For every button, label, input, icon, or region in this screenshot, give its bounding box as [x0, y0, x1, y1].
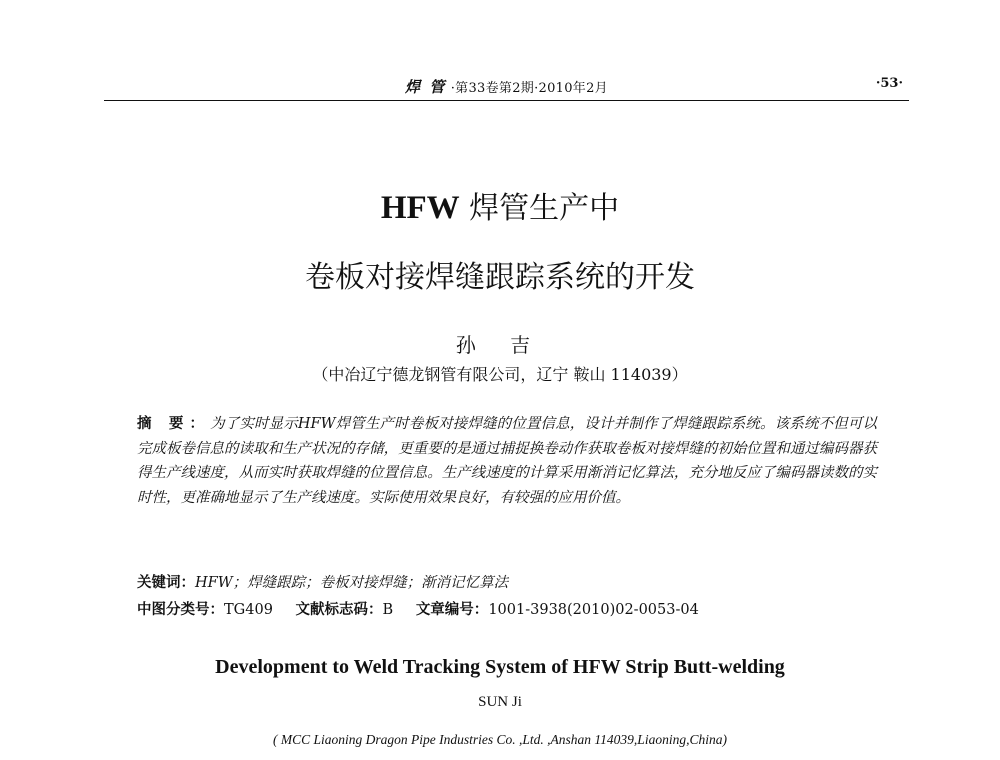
journal-name: 焊 管: [405, 78, 447, 96]
page-number: ·53·: [875, 76, 903, 91]
classification-line: [137, 598, 897, 619]
doc-code-label: 文献标志码：: [295, 602, 383, 618]
abstract: [137, 412, 877, 510]
title-line-2: 卷板对接焊缝跟踪系统的开发: [305, 260, 695, 295]
english-title: Development to Weld Tracking System of HFW Strip Butt-welding: [215, 656, 785, 678]
doc-code-value: B: [382, 602, 394, 618]
title-zh-part: 焊管生产中: [459, 191, 620, 226]
running-header: [104, 70, 909, 101]
abstract-text: 为了实时显示HFW焊管生产时卷板对接焊缝的位置信息，设计并制作了焊缝跟踪系统。该系统不但可以完成板卷信息的读取和生产状况的存储，更重要的是通过捕捉换卷动作获取卷板对接焊缝的初始位置和通过编码器获得生产线速度，从而实时获取焊缝的位置信息。生产线速度的计算采用渐消记忆算法，充分地反应了编码器读数的实时性，更准确地显示了生产线速度。实际使用效果良好，有较强的应用价值。: [137, 416, 877, 506]
english-author: SUN Ji: [478, 694, 522, 710]
author-affiliation: （中冶辽宁德龙钢管有限公司，辽宁 鞍山 114039）: [312, 365, 688, 384]
article-number-label: 文章编号：: [415, 602, 489, 618]
keywords: [137, 571, 877, 592]
author-name: 孙 吉: [455, 333, 545, 357]
article-number-value: 1001-3938(2010)02-0053-04: [488, 602, 699, 618]
keywords-text: HFW；焊缝跟踪；卷板对接焊缝；渐消记忆算法: [195, 575, 509, 591]
english-affiliation: ( MCC Liaoning Dragon Pipe Industries Co. ,Ltd. ,Anshan 114039,Liaoning,China): [273, 732, 727, 747]
keywords-label: 关键词：: [137, 575, 195, 591]
header-journal-info: [104, 76, 909, 97]
title-line-1: [0, 183, 1000, 227]
clc-value: TG409: [224, 602, 273, 618]
clc-label: 中图分类号：: [137, 602, 224, 618]
issue-info: ·第33卷第2期·2010年2月: [450, 81, 608, 96]
title-latin: HFW: [380, 190, 460, 226]
abstract-label: 摘 要：: [137, 416, 211, 432]
